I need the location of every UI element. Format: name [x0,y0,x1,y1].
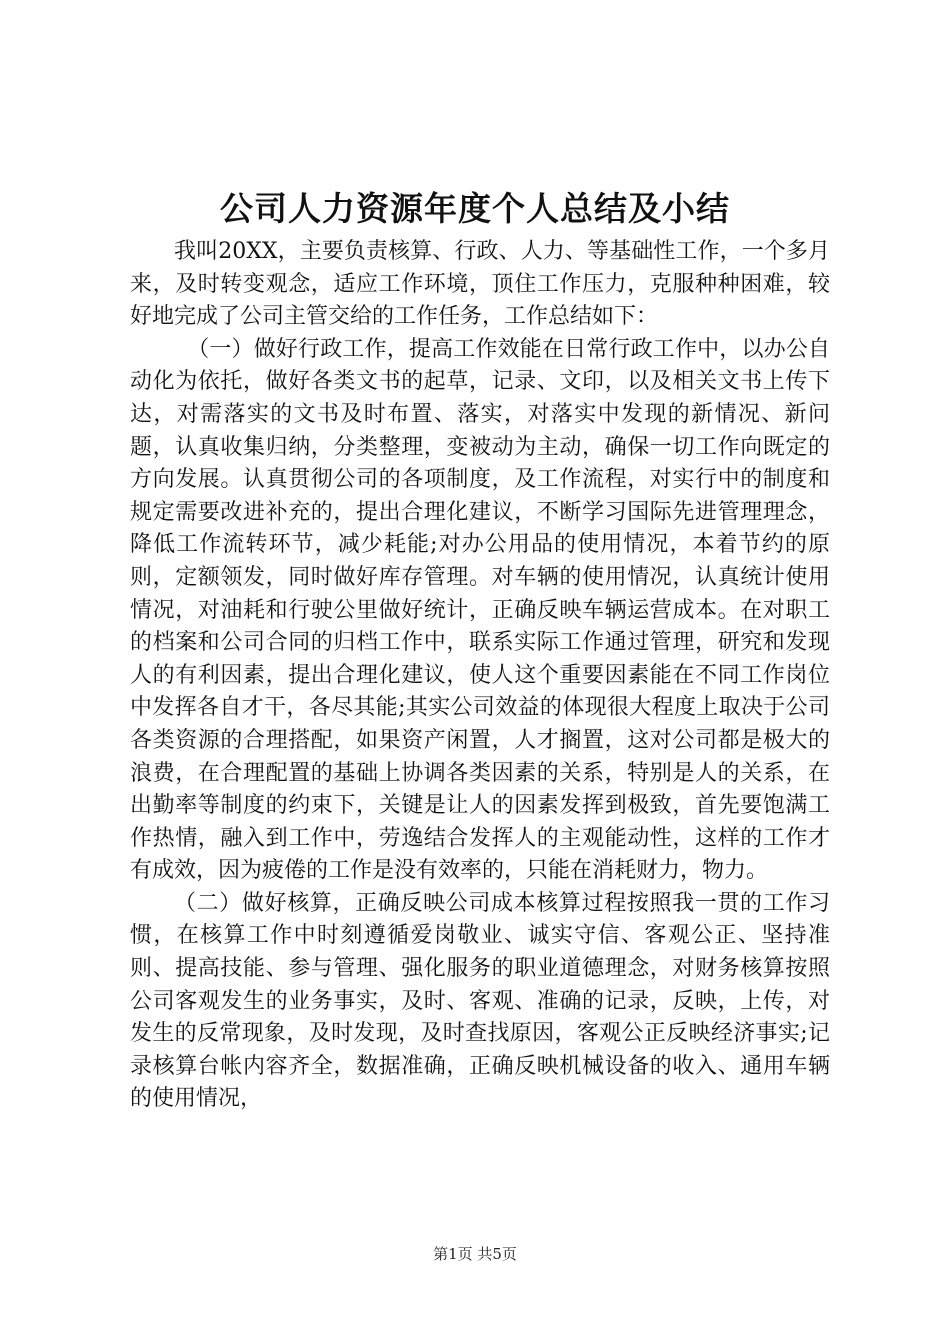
document-title: 公司人力资源年度个人总结及小结 [220,189,730,228]
document-body [130,236,830,1116]
page-number-footer: 第1页 共5页 [433,1245,517,1263]
paragraph-section-2: （二）做好核算，正确反映公司成本核算过程按照我一贯的工作习惯，在核算工作中时刻遵循爱岗敬业、诚实守信、客观公正、坚持准则、提高技能、参与管理、强化服务的职业道德理念，对财务核算按照公司客观发生的业务事实，及时、客观、准确的记录，反映，上传，对发生的反常现象，及时发现，及时查找原因，客观公正反映经济事实;记录核算台帐内容齐全，数据准确，正确反映机械设备的收入、通用车辆的使用情况， [130,890,830,1112]
paragraph-intro: 我叫20XX，主要负责核算、行政、人力、等基础性工作，一个多月来，及时转变观念，适应工作环境，顶住工作压力，克服种种困难，较好地完成了公司主管交给的工作任务，工作总结如下： [130,239,830,330]
paragraph-section-1: （一）做好行政工作，提高工作效能在日常行政工作中，以办公自动化为依托，做好各类文书的起草，记录、文印，以及相关文书上传下达，对需落实的文书及时布置、落实，对落实中发现的新情况、新问题，认真收集归纳，分类整理，变被动为主动，确保一切工作向既定的方向发展。认真贯彻公司的各项制度，及工作流程，对实行中的制度和规定需要改进补充的，提出合理化建议，不断学习国际先进管理理念，降低工作流转环节，减少耗能;对办公用品的使用情况，本着节约的原则，定额领发，同时做好库存管理。对车辆的使用情况，认真统计使用情况，对油耗和行驶公里做好统计，正确反映车辆运营成本。在对职工的档案和公司合同的归档工作中，联系实际工作通过管理，研究和发现人的有利因素，提出合理化建议，使人这个重要因素能在不同工作岗位中发挥各自才干，各尽其能;其实公司效益的体现很大程度上取决于公司各类资源的合理搭配，如果资产闲置，人才搁置，这对公司都是极大的浪费，在合理配置的基础上协调各类因素的关系，特别是人的关系，在出勤率等制度的约束下，关键是让人的因素发挥到极致，首先要饱满工作热情，融入到工作中，劳逸结合发挥人的主观能动性，这样的工作才有成效，因为疲倦的工作是没有效率的，只能在消耗财力，物力。 [130,336,830,884]
